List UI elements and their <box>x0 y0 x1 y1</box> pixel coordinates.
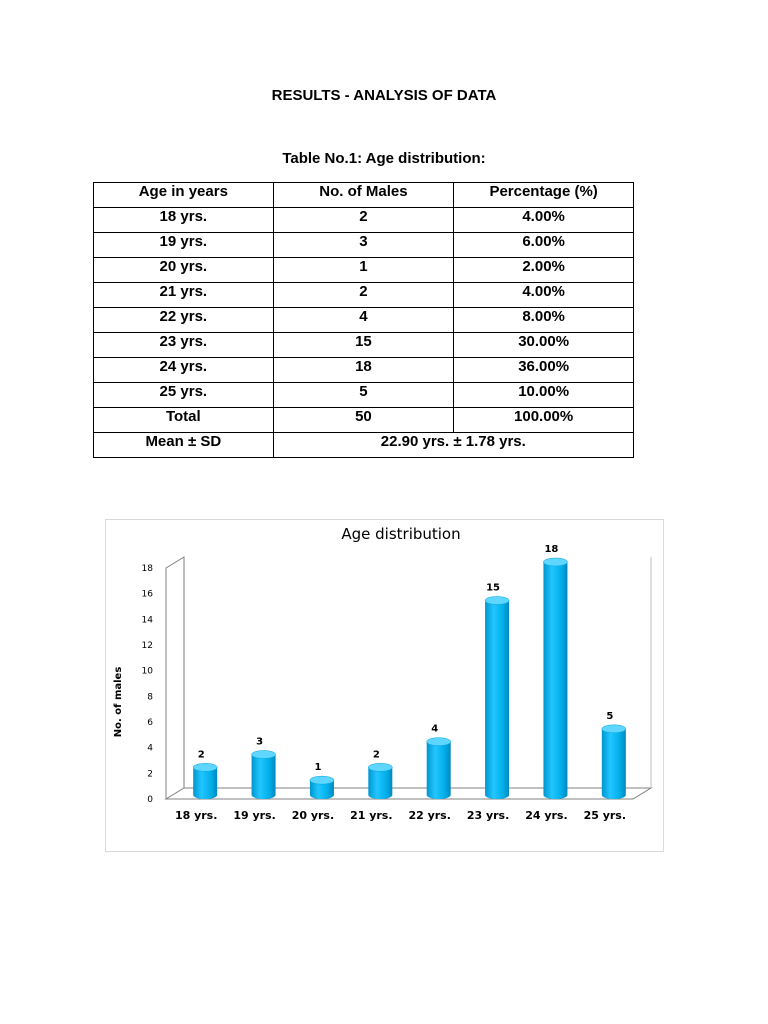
data-label: 2 <box>197 749 205 761</box>
table-total-row <box>94 408 634 433</box>
cell-percentage: 4.00% <box>454 208 634 233</box>
y-tick-label: 0 <box>147 795 153 805</box>
bar-top <box>310 776 334 784</box>
bar <box>602 725 626 799</box>
table-row <box>94 208 634 233</box>
data-label: 3 <box>256 736 264 748</box>
bar-top <box>543 558 567 566</box>
y-tick-label: 18 <box>141 564 153 574</box>
age-distribution-chart <box>105 519 664 852</box>
bar-body <box>543 562 567 799</box>
bar-body <box>368 767 392 799</box>
table-row <box>94 283 634 308</box>
cell-percentage: 2.00% <box>454 258 634 283</box>
cell-percentage: 8.00% <box>454 308 634 333</box>
table-row <box>94 358 634 383</box>
x-tick-label: 22 yrs. <box>408 809 451 822</box>
data-label: 2 <box>372 749 380 761</box>
table-row <box>94 258 634 283</box>
header-percentage: Percentage (%) <box>454 183 634 208</box>
bar <box>193 763 217 799</box>
table-mean-row <box>94 433 634 458</box>
cell-age: 25 yrs. <box>94 383 274 408</box>
chart-bars <box>193 544 626 799</box>
bar <box>543 558 567 799</box>
bar-top <box>602 725 626 733</box>
age-distribution-table <box>93 182 634 458</box>
bar-body <box>427 742 451 799</box>
bar-top <box>193 763 217 771</box>
y-tick-label: 12 <box>141 641 153 651</box>
cell-males: 2 <box>273 283 454 308</box>
cell-total-label: Total <box>94 408 274 433</box>
x-tick-label: 25 yrs. <box>583 809 627 822</box>
y-tick-label: 4 <box>147 743 153 754</box>
bar-body <box>193 767 217 799</box>
bar-top <box>252 751 276 759</box>
cell-percentage: 6.00% <box>454 233 634 258</box>
table-caption: Table No.1: Age distribution: <box>282 150 486 167</box>
bar <box>252 751 276 800</box>
cell-males: 4 <box>273 308 454 333</box>
cell-males: 5 <box>273 383 454 408</box>
cell-percentage: 36.00% <box>454 358 634 383</box>
y-tick-label: 6 <box>147 718 153 728</box>
cell-percentage: 10.00% <box>454 383 634 408</box>
y-tick-label: 14 <box>141 615 153 626</box>
data-label: 18 <box>544 544 559 555</box>
table-row <box>94 333 634 358</box>
x-tick-label: 18 yrs. <box>174 809 218 822</box>
y-tick-label: 8 <box>147 692 153 703</box>
y-axis-label: No. of males <box>113 666 124 738</box>
bar-top <box>485 597 509 605</box>
cell-mean-label: Mean ± SD <box>94 433 274 458</box>
cell-males: 3 <box>273 233 454 258</box>
x-axis-ticks <box>175 809 626 822</box>
x-tick-label: 19 yrs. <box>233 809 276 822</box>
cell-total-males: 50 <box>273 408 454 433</box>
bar <box>368 763 392 799</box>
table-row <box>94 308 634 333</box>
y-tick-label: 10 <box>141 666 153 677</box>
cell-males: 18 <box>273 358 454 383</box>
cell-percentage: 4.00% <box>454 283 634 308</box>
cell-age: 24 yrs. <box>94 358 274 383</box>
data-label: 1 <box>314 762 322 774</box>
chart-axes <box>166 557 651 799</box>
cell-males: 2 <box>273 208 454 233</box>
x-tick-label: 21 yrs. <box>350 809 393 822</box>
bar-top <box>427 738 451 746</box>
cell-age: 19 yrs. <box>94 233 274 258</box>
x-tick-label: 24 yrs. <box>525 809 568 822</box>
table-row <box>94 233 634 258</box>
y-tick-label: 16 <box>141 589 153 600</box>
bar-body <box>252 755 276 800</box>
cell-total-percentage: 100.00% <box>454 408 634 433</box>
chart-floor <box>166 788 651 799</box>
cell-males: 15 <box>273 333 454 358</box>
cell-age: 22 yrs. <box>94 308 274 333</box>
bar-top <box>368 763 392 771</box>
bar <box>310 776 334 799</box>
table-row <box>94 383 634 408</box>
data-label: 15 <box>486 582 501 594</box>
x-tick-label: 20 yrs. <box>291 809 335 822</box>
bar-body <box>485 601 509 800</box>
y-axis-ticks <box>142 564 154 805</box>
cell-age: 21 yrs. <box>94 283 274 308</box>
chart-canvas <box>106 520 663 851</box>
bar <box>485 597 509 800</box>
y-tick-label: 2 <box>147 769 153 780</box>
bar-body <box>602 729 626 799</box>
cell-percentage: 30.00% <box>454 333 634 358</box>
cell-age: 18 yrs. <box>94 208 274 233</box>
header-age: Age in years <box>94 183 274 208</box>
table-header-row <box>94 183 634 208</box>
page-heading: RESULTS - ANALYSIS OF DATA <box>271 87 497 104</box>
header-males: No. of Males <box>273 183 454 208</box>
x-tick-label: 23 yrs. <box>466 809 510 822</box>
data-label: 5 <box>606 710 614 722</box>
cell-age: 20 yrs. <box>94 258 274 283</box>
cell-males: 1 <box>273 258 454 283</box>
cell-age: 23 yrs. <box>94 333 274 358</box>
data-label: 4 <box>431 723 439 735</box>
cell-mean-value: 22.90 yrs. ± 1.78 yrs. <box>273 433 633 458</box>
back-wall-left <box>166 557 184 799</box>
chart-title: Age distribution <box>341 525 461 543</box>
bar <box>427 738 451 799</box>
